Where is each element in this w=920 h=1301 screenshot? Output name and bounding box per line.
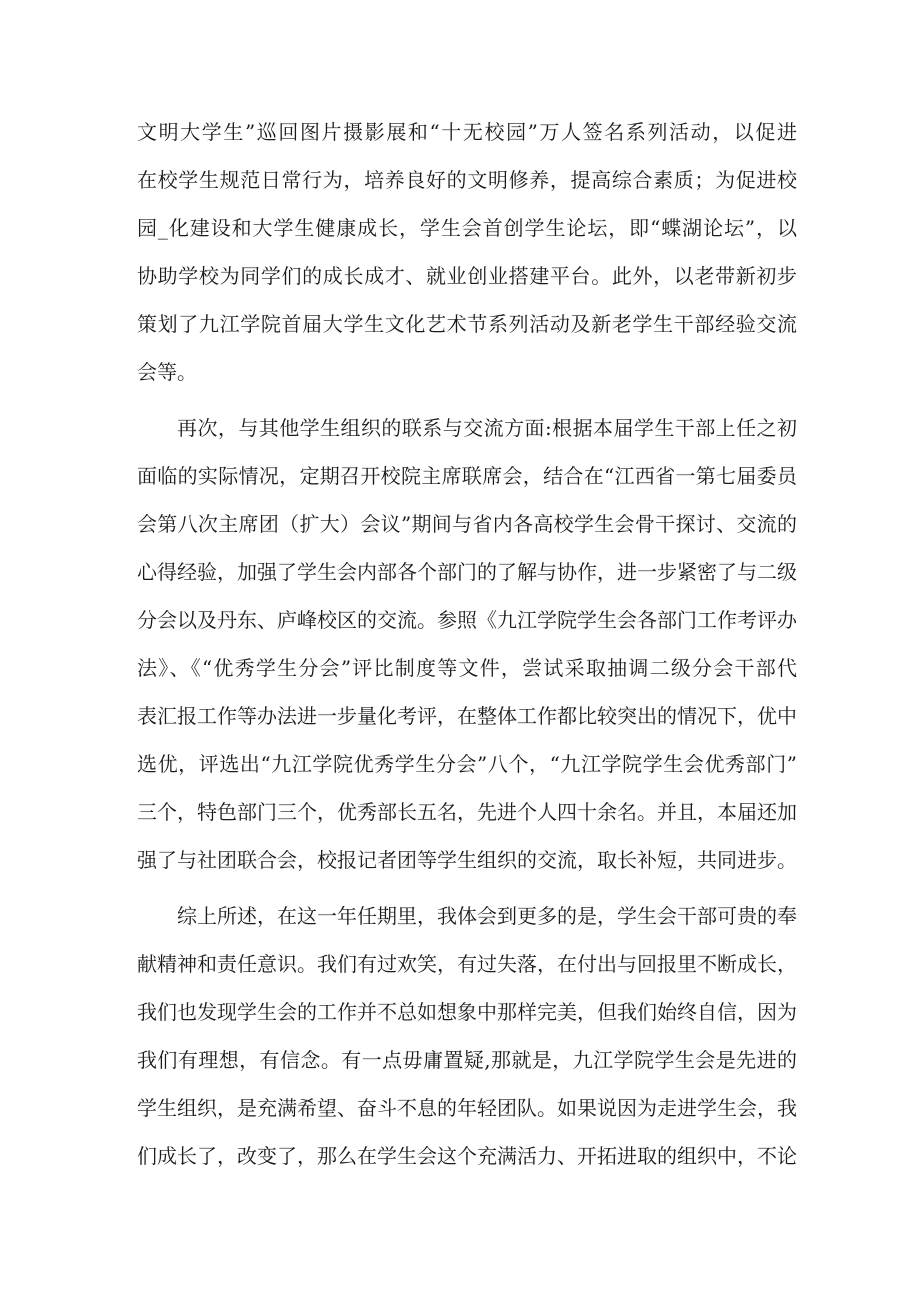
paragraph-line: 我们有理想，有信念。有一点毋庸置疑,那就是，九江学院学生会是先进的 xyxy=(137,1048,797,1072)
paragraph-1 xyxy=(137,108,797,396)
paragraph-line: 三个，特色部门三个，优秀部长五名，先进个人四十余名。并且，本届还加 xyxy=(137,800,797,824)
paragraph-line: 表汇报工作等办法进一步量化考评，在整体工作都比较突出的情况下，优中 xyxy=(137,704,797,728)
paragraph-line: 园_化建设和大学生健康成长，学生会首创学生论坛，即“蝶湖论坛”，以 xyxy=(137,216,797,240)
paragraph-line: 策划了九江学院首届大学生文化艺术节系列活动及新老学生干部经验交流 xyxy=(137,312,797,336)
paragraph-line: 会等。 xyxy=(137,360,197,384)
paragraph-line: 强了与社团联合会，校报记者团等学生组织的交流，取长补短，共同进步。 xyxy=(137,848,797,872)
paragraph-line: 学生组织，是充满希望、奋斗不息的年轻团队。如果说因为走进学生会，我 xyxy=(137,1096,797,1120)
paragraph-line: 法》、《“优秀学生分会”评比制度等文件，尝试采取抽调二级分会干部代 xyxy=(137,656,797,680)
paragraph-line: 们成长了，改变了，那么在学生会这个充满活力、开拓进取的组织中，不论 xyxy=(137,1144,797,1168)
paragraph-line: 再次，与其他学生组织的联系与交流方面:根据本届学生干部上任之初 xyxy=(177,416,797,440)
paragraph-line: 文明大学生”巡回图片摄影展和“十无校园”万人签名系列活动，以促进 xyxy=(137,120,797,144)
paragraph-line: 综上所述，在这一年任期里，我体会到更多的是，学生会干部可贵的奉 xyxy=(177,904,797,928)
paragraph-3 xyxy=(137,892,797,1180)
paragraph-line: 献精神和责任意识。我们有过欢笑，有过失落，在付出与回报里不断成长， xyxy=(137,952,797,976)
paragraph-line: 会第八次主席团（扩大）会议”期间与省内各高校学生会骨干探讨、交流的 xyxy=(137,512,797,536)
paragraph-line: 协助学校为同学们的成长成才、就业创业搭建平台。此外，以老带新初步 xyxy=(137,264,797,288)
paragraph-line: 面临的实际情况，定期召开校院主席联席会，结合在“江西省一第七届委员 xyxy=(137,464,797,488)
document-body xyxy=(137,108,797,1180)
paragraph-line: 在校学生规范日常行为，培养良好的文明修养，提高综合素质；为促进校 xyxy=(137,168,797,192)
paragraph-line: 分会以及丹东、庐峰校区的交流。参照《九江学院学生会各部门工作考评办 xyxy=(137,608,797,632)
paragraph-line: 心得经验，加强了学生会内部各个部门的了解与协作，进一步紧密了与二级 xyxy=(137,560,797,584)
paragraph-line: 选优，评选出“九江学院优秀学生分会”八个，“九江学院学生会优秀部门” xyxy=(137,752,797,776)
paragraph-line: 我们也发现学生会的工作并不总如想象中那样完美，但我们始终自信，因为 xyxy=(137,1000,797,1024)
paragraph-2 xyxy=(137,404,797,884)
